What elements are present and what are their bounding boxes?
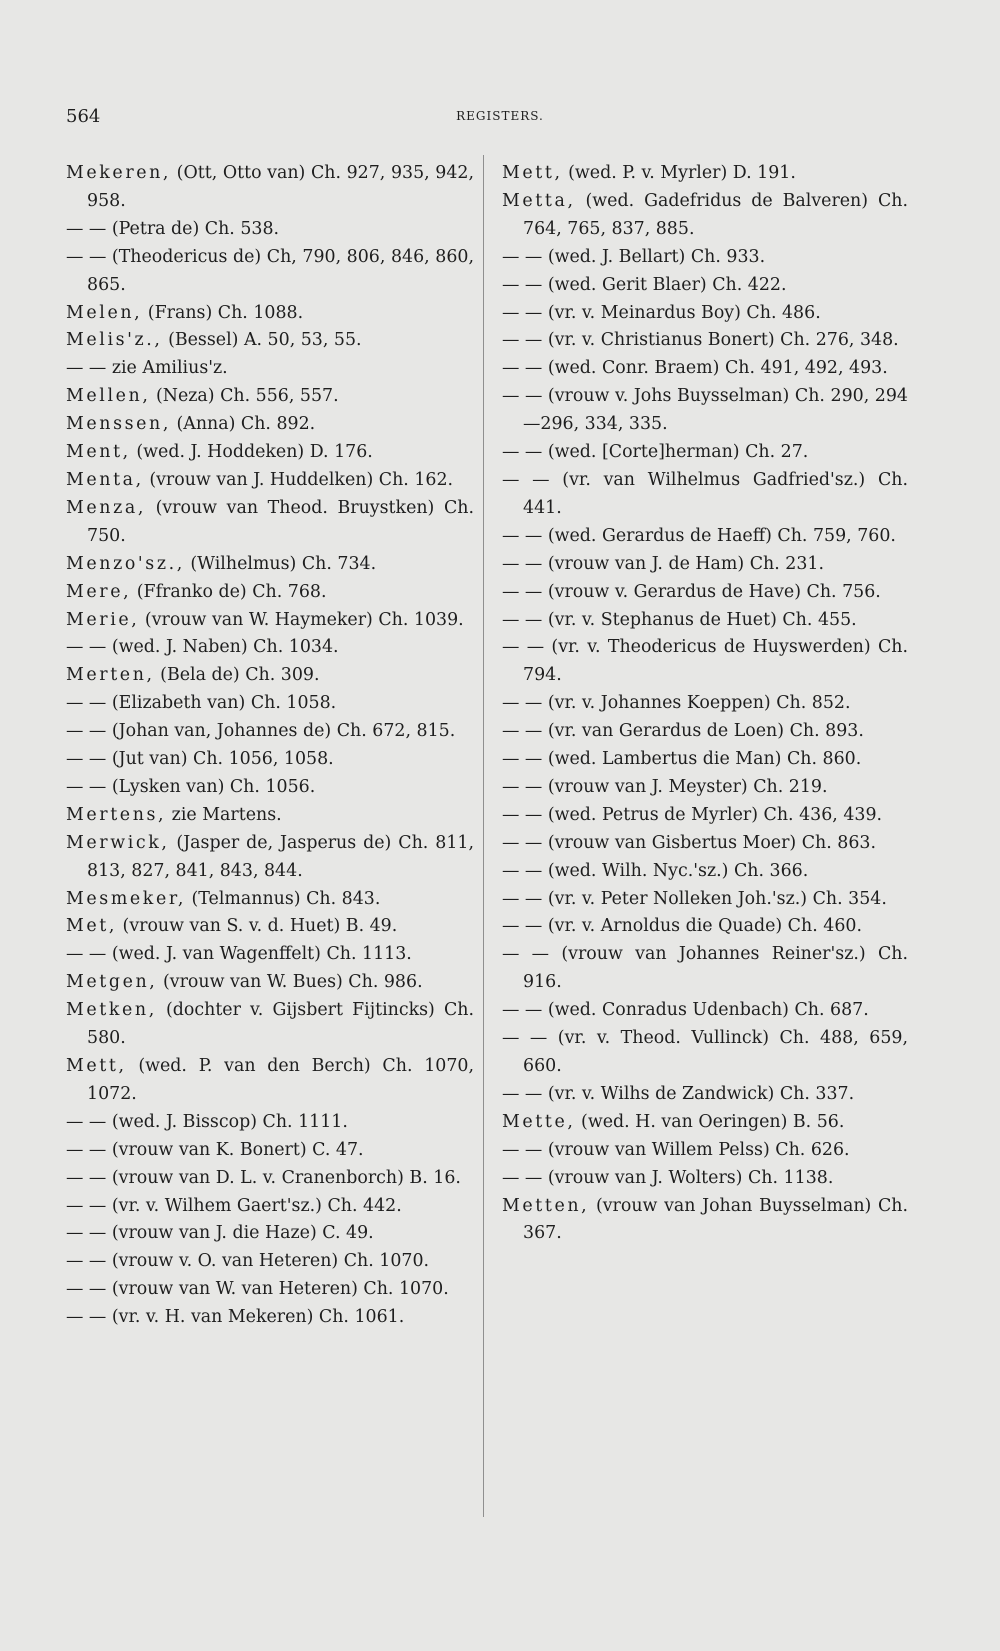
entry-text: — — (Petra de) Ch. 538. bbox=[66, 218, 280, 239]
index-entry bbox=[502, 886, 908, 914]
entry-text: — — (vrouw van Johannes Reiner'sz.) Ch. 916. bbox=[502, 944, 908, 993]
index-entry bbox=[66, 969, 474, 997]
index-entry bbox=[66, 634, 474, 662]
entry-text: — — (vr. v. Theod. Vullinck) Ch. 488, 659, 660. bbox=[502, 1028, 908, 1076]
index-entry bbox=[66, 327, 474, 355]
index-entry bbox=[66, 802, 474, 830]
index-entry bbox=[502, 579, 908, 607]
entry-head: Mett, bbox=[66, 1056, 127, 1076]
index-entry bbox=[502, 1025, 908, 1081]
entry-head: Mellen, bbox=[66, 386, 151, 407]
entry-text: — — (vrouw van J. de Ham) Ch. 231. bbox=[502, 553, 825, 574]
index-entry bbox=[502, 355, 908, 383]
entry-head: Metten, bbox=[502, 1195, 590, 1216]
entry-head: Melen, bbox=[66, 302, 143, 323]
entry-text: — — (vrouw van K. Bonert) C. 47. bbox=[66, 1139, 364, 1160]
index-entry bbox=[66, 411, 474, 439]
index-entry bbox=[66, 1137, 474, 1165]
index-entry bbox=[66, 355, 474, 383]
index-entry bbox=[66, 1220, 474, 1248]
entry-text: — — (wed. Petrus de Myrler) Ch. 436, 439. bbox=[502, 804, 883, 825]
index-entry bbox=[502, 1109, 908, 1137]
index-entry bbox=[66, 1109, 474, 1137]
entry-head: Metgen, bbox=[66, 972, 158, 993]
entry-text: — — (vrouw v. Gerardus de Have) Ch. 756. bbox=[502, 581, 881, 602]
index-entry bbox=[502, 383, 908, 439]
index-entry bbox=[502, 830, 908, 858]
index-entry bbox=[66, 1304, 474, 1332]
entry-head: Ment, bbox=[66, 442, 131, 463]
entry-text: — — (Jut van) Ch. 1056, 1058. bbox=[66, 749, 334, 770]
entry-text: — — (vrouw van D. L. v. Cranenborch) B. 16. bbox=[66, 1167, 461, 1188]
index-entry bbox=[66, 1248, 474, 1276]
entry-text: — — (vrouw van Willem Pelss) Ch. 626. bbox=[502, 1139, 850, 1160]
index-entry bbox=[66, 495, 474, 551]
entry-text: (Wilhelmus) Ch. 734. bbox=[184, 553, 377, 574]
entry-text: — — (wed. Conradus Udenbach) Ch. 687. bbox=[502, 1000, 869, 1021]
entry-text: (Neza) Ch. 556, 557. bbox=[150, 386, 339, 407]
entry-text: (Frans) Ch. 1088. bbox=[142, 302, 304, 323]
entry-text: — — (Johan van, Johannes de) Ch. 672, 815. bbox=[66, 721, 456, 742]
index-entry bbox=[66, 160, 474, 216]
entry-text: — — (vr. v. Theodericus de Huyswerden) Ch. 794. bbox=[502, 637, 908, 686]
entry-head: Mett, bbox=[502, 163, 563, 183]
index-entry bbox=[502, 1193, 908, 1249]
index-entry bbox=[66, 690, 474, 718]
entry-text: (wed. P. van den Berch) Ch. 1070, 1072. bbox=[87, 1056, 474, 1104]
entry-text: — — (wed. Wilh. Nyc.'sz.) Ch. 366. bbox=[502, 860, 809, 881]
index-entry bbox=[66, 941, 474, 969]
entry-text: (wed. Gadefridus de Balveren) Ch. 764, 765, 837, 885. bbox=[523, 190, 908, 239]
entry-text: — — (vr. van Wilhelmus Gadfried'sz.) Ch. 441. bbox=[502, 469, 908, 518]
index-entry bbox=[66, 216, 474, 244]
entry-head: Mesmeker, bbox=[66, 888, 186, 909]
index-entry bbox=[502, 1165, 908, 1193]
entry-text: — — (wed. J. Bellart) Ch. 933. bbox=[502, 246, 766, 267]
left-column bbox=[66, 160, 474, 1332]
index-entry bbox=[502, 467, 908, 523]
entry-head: Metken, bbox=[66, 1000, 157, 1021]
entry-text: (dochter v. Gijsbert Fijtincks) Ch. 580. bbox=[87, 1000, 474, 1049]
entry-text: — — (wed. Gerardus de Haeff) Ch. 759, 760. bbox=[502, 525, 896, 546]
index-entry bbox=[502, 244, 908, 272]
index-entry bbox=[66, 662, 474, 690]
index-entry bbox=[66, 439, 474, 467]
entry-text: — — (vrouw van W. van Heteren) Ch. 1070. bbox=[66, 1279, 449, 1300]
running-title: REGISTERS. bbox=[456, 109, 544, 123]
index-entry bbox=[502, 718, 908, 746]
entry-head: Met, bbox=[66, 916, 118, 937]
index-entry bbox=[66, 913, 474, 941]
index-entry bbox=[502, 607, 908, 635]
entry-text: (wed. P. v. Myrler) D. 191. bbox=[562, 163, 796, 183]
entry-text: (vrouw van Johan Buysselman) Ch. 367. bbox=[523, 1195, 908, 1244]
entry-text: (wed. H. van Oeringen) B. 56. bbox=[575, 1111, 845, 1132]
index-entry bbox=[502, 913, 908, 941]
index-entry bbox=[66, 718, 474, 746]
entry-text: — — (Elizabeth van) Ch. 1058. bbox=[66, 693, 337, 714]
entry-text: — — (vrouw v. Johs Buysselman) Ch. 290, 294—296, 334, 335. bbox=[502, 386, 908, 435]
entry-text: — — (vrouw v. O. van Heteren) Ch. 1070. bbox=[66, 1251, 430, 1272]
index-entry bbox=[66, 1165, 474, 1193]
entry-text: (wed. J. Hoddeken) D. 176. bbox=[130, 442, 373, 463]
entry-text: (vrouw van J. Huddelken) Ch. 162. bbox=[143, 469, 454, 490]
index-entry bbox=[502, 188, 908, 244]
entry-head: Mere, bbox=[66, 581, 132, 602]
entry-text: (Bessel) A. 50, 53, 55. bbox=[162, 330, 362, 351]
index-entry bbox=[502, 997, 908, 1025]
entry-head: Merie, bbox=[66, 609, 140, 630]
entry-text: — — (wed. J. van Wagenffelt) Ch. 1113. bbox=[66, 944, 412, 965]
index-entry bbox=[66, 383, 474, 411]
entry-text: (Jasper de, Jasperus de) Ch. 811, 813, 827, 841, 843, 844. bbox=[87, 832, 474, 881]
index-entry bbox=[502, 690, 908, 718]
index-entry bbox=[502, 300, 908, 328]
entry-head: Menza, bbox=[66, 497, 146, 518]
index-entry bbox=[66, 746, 474, 774]
entry-text: — — (vr. v. Arnoldus die Quade) Ch. 460. bbox=[502, 916, 862, 937]
index-entry bbox=[66, 886, 474, 914]
index-entry bbox=[66, 244, 474, 300]
entry-text: — — (Lysken van) Ch. 1056. bbox=[66, 776, 316, 797]
entry-text: — — (vrouw van Gisbertus Moer) Ch. 863. bbox=[502, 832, 877, 853]
index-entry bbox=[502, 746, 908, 774]
index-entry bbox=[502, 327, 908, 355]
index-entry bbox=[66, 579, 474, 607]
index-entry bbox=[66, 607, 474, 635]
index-entry bbox=[66, 830, 474, 886]
index-entry bbox=[502, 1081, 908, 1109]
index-entry bbox=[502, 272, 908, 300]
index-entry bbox=[502, 802, 908, 830]
entry-text: — — (wed. Lambertus die Man) Ch. 860. bbox=[502, 749, 862, 770]
entry-text: zie Martens. bbox=[166, 804, 282, 825]
entry-text: (vrouw van S. v. d. Huet) B. 49. bbox=[117, 916, 398, 937]
index-entry bbox=[502, 439, 908, 467]
entry-text: (Ffranko de) Ch. 768. bbox=[131, 581, 327, 602]
index-entry bbox=[66, 551, 474, 579]
entry-text: — — (Theodericus de) Ch, 790, 806, 846, 860, 865. bbox=[66, 246, 474, 295]
entry-text: (vrouw van Theod. Bruystken) Ch. 750. bbox=[87, 497, 474, 546]
entry-text: — — (wed. J. Naben) Ch. 1034. bbox=[66, 637, 339, 658]
entry-head: Menzo'sz., bbox=[66, 553, 185, 574]
index-entry bbox=[502, 1137, 908, 1165]
index-entry bbox=[502, 160, 908, 188]
entry-head: Merwick, bbox=[66, 832, 170, 853]
entry-text: — — (wed. [Corte]herman) Ch. 27. bbox=[502, 442, 809, 463]
entry-text: — — (wed. J. Bisscop) Ch. 1111. bbox=[66, 1111, 348, 1132]
index-entry bbox=[66, 300, 474, 328]
entry-text: — — (vr. v. Christianus Bonert) Ch. 276, 348. bbox=[502, 330, 899, 351]
index-entry bbox=[502, 634, 908, 690]
entry-text: — — (vr. v. Meinardus Boy) Ch. 486. bbox=[502, 302, 821, 323]
entry-text: (Bela de) Ch. 309. bbox=[154, 665, 320, 686]
entry-text: — — (vr. v. Johannes Koeppen) Ch. 852. bbox=[502, 693, 851, 714]
index-entry bbox=[502, 551, 908, 579]
entry-head: Mekeren, bbox=[66, 163, 172, 183]
entry-head: Merten, bbox=[66, 665, 155, 686]
index-entry bbox=[502, 858, 908, 886]
entry-text: — — (vr. v. Wilhem Gaert'sz.) Ch. 442. bbox=[66, 1195, 402, 1216]
page-header bbox=[66, 106, 934, 130]
entry-text: — — (wed. Conr. Braem) Ch. 491, 492, 493. bbox=[502, 358, 888, 379]
index-entry bbox=[66, 467, 474, 495]
entry-text: — — (vr. v. Stephanus de Huet) Ch. 455. bbox=[502, 609, 857, 630]
index-entry bbox=[66, 1193, 474, 1221]
entry-text: (Anna) Ch. 892. bbox=[170, 414, 316, 435]
entry-text: (Telmannus) Ch. 843. bbox=[185, 888, 381, 909]
index-entry bbox=[502, 941, 908, 997]
entry-text: — — (wed. Gerit Blaer) Ch. 422. bbox=[502, 274, 787, 295]
entry-text: — — (vrouw van J. Meyster) Ch. 219. bbox=[502, 776, 828, 797]
entry-head: Metta, bbox=[502, 190, 576, 211]
entry-text: — — (vr. v. Peter Nolleken Joh.'sz.) Ch. 354. bbox=[502, 888, 887, 909]
page-number: 564 bbox=[66, 106, 101, 127]
entry-text: — — (vr. v. Wilhs de Zandwick) Ch. 337. bbox=[502, 1083, 855, 1104]
entry-head: Mertens, bbox=[66, 804, 167, 825]
index-entry bbox=[66, 1053, 474, 1109]
entry-text: — — (vr. v. H. van Mekeren) Ch. 1061. bbox=[66, 1307, 405, 1328]
right-column bbox=[502, 160, 908, 1248]
entry-head: Mette, bbox=[502, 1111, 576, 1132]
entry-head: Menssen, bbox=[66, 414, 171, 435]
entry-text: — — (vr. van Gerardus de Loen) Ch. 893. bbox=[502, 721, 864, 742]
column-divider bbox=[483, 155, 484, 1517]
entry-text: (Ott, Otto van) Ch. 927, 935, 942, 958. bbox=[87, 163, 474, 211]
index-entry bbox=[502, 523, 908, 551]
index-entry bbox=[66, 1276, 474, 1304]
entry-text: (vrouw van W. Haymeker) Ch. 1039. bbox=[139, 609, 464, 630]
entry-text: — — (vrouw van J. die Haze) C. 49. bbox=[66, 1223, 374, 1244]
entry-head: Melis'z., bbox=[66, 330, 163, 351]
index-entry bbox=[66, 774, 474, 802]
entry-text: — — (vrouw van J. Wolters) Ch. 1138. bbox=[502, 1167, 834, 1188]
entry-head: Menta, bbox=[66, 469, 144, 490]
index-entry bbox=[66, 997, 474, 1053]
index-entry bbox=[502, 774, 908, 802]
entry-text: — — zie Amilius'z. bbox=[66, 358, 228, 379]
entry-text: (vrouw van W. Bues) Ch. 986. bbox=[157, 972, 423, 993]
